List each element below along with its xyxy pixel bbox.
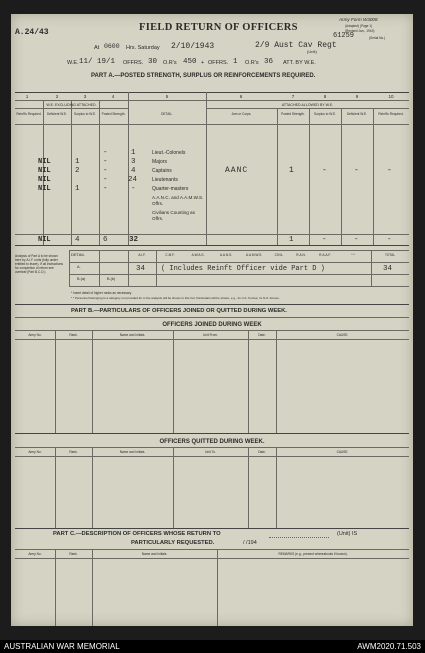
rule: [269, 537, 329, 538]
total-att-value: 1: [289, 236, 294, 244]
rule: [15, 330, 409, 331]
part-c-col: Rank.: [69, 552, 78, 556]
plus-sign: +: [201, 60, 205, 66]
col-number: 10: [388, 94, 394, 99]
rule: [15, 433, 409, 434]
total-att-value: -: [387, 236, 392, 244]
analysis-col: A.A.M.W.S.: [245, 253, 263, 257]
deficient-value: 1: [75, 158, 80, 166]
quitted-col: Army No.: [28, 450, 42, 454]
total-value: 4: [75, 236, 80, 244]
rule: [15, 100, 409, 101]
form-title: FIELD RETURN OF OFFICERS: [139, 22, 298, 33]
surplus-value: -: [103, 185, 108, 193]
form-revised: (Revised Jan., 1943): [345, 29, 375, 33]
col-number: 3: [83, 94, 87, 99]
surplus-value: -: [103, 167, 108, 175]
form-adapted: (Adapted) (Page 1): [345, 24, 373, 28]
rule: [206, 108, 409, 109]
reinf-value: NIL: [38, 185, 51, 193]
deficient-value: 2: [75, 167, 80, 175]
att-deficient-value: -: [354, 166, 359, 175]
quitted-col: Date.: [258, 450, 266, 454]
left-head: Surplus to W.E.: [74, 112, 96, 116]
ors-label: O.R's: [163, 60, 177, 66]
rule: [309, 108, 310, 245]
offrs-label: OFFRS.: [123, 60, 144, 66]
col-number: 4: [111, 94, 115, 99]
rule: [248, 447, 249, 528]
rule: [371, 250, 372, 286]
total-att-value: -: [322, 236, 327, 244]
offrs-value: 30: [148, 58, 158, 66]
quitted-col: CAUSE.: [336, 450, 349, 454]
ors2-label: O.R's: [245, 60, 259, 66]
deficient-value: 1: [75, 185, 80, 193]
rule: [15, 304, 409, 305]
rule: [15, 92, 409, 93]
rank-label: Lieutenants: [152, 177, 178, 183]
rule: [15, 234, 409, 235]
analysis-col: A.W.A.S.: [191, 253, 205, 257]
att-label: ATT. BY W.E.: [283, 60, 316, 66]
analysis-col: A.I.F.: [138, 253, 146, 257]
part-a-title: PART A.—POSTED STRENGTH, SURPLUS OR REINFORCEMENTS REQUIRED.: [91, 73, 316, 79]
col-number: 5: [165, 94, 169, 99]
ors2-value: 36: [264, 58, 274, 66]
joined-title: OFFICERS JOINED DURING WEEK: [162, 322, 262, 328]
rule: [173, 330, 174, 433]
rule: [99, 250, 100, 286]
joined-col: Name and Initials.: [119, 333, 146, 337]
rank-label: Lieut.-Colonels: [152, 150, 186, 156]
part-c-requested: PARTICULARLY REQUESTED.: [131, 540, 215, 546]
archive-footer: [0, 640, 425, 653]
we-value: 11/ 19/1: [79, 58, 116, 66]
analysis-col: R.A.N.: [296, 253, 306, 257]
analysis-note: Analysis of Part A to be shown here by A.I.F. units (fully under entitled to leave). If all instructions for completion of return see overleaf (Part B.C.D.): [15, 254, 64, 274]
rule: [69, 274, 409, 275]
serial-number: 61259: [333, 32, 355, 40]
rule: [55, 549, 56, 626]
rule: [15, 447, 409, 448]
rule: [373, 108, 374, 245]
rule: [71, 100, 72, 245]
right-head: Deficient W.E.: [346, 112, 368, 116]
analysis-col: CIVIL.: [274, 253, 284, 257]
offrs2-value: 1: [233, 58, 238, 66]
joined-col: CAUSE.: [336, 333, 349, 337]
part-b-title: PART B.—PARTICULARS OF OFFICERS JOINED OR QUITTED DURING WEEK.: [71, 308, 287, 314]
part-c-col: Army No.: [28, 552, 42, 556]
part-c-col: REMARKS (e.g., present whereabouts if known).: [278, 552, 348, 556]
surplus-value: -: [103, 158, 108, 166]
right-head: Arm or Corps.: [231, 112, 252, 116]
joined-col: Rank.: [69, 333, 78, 337]
part-c-date: / /194: [243, 540, 257, 546]
total-att-value: -: [354, 236, 359, 244]
aif-value: 34: [136, 265, 146, 273]
rule: [276, 330, 277, 433]
left-head: Deficient W.E.: [46, 112, 68, 116]
rule: [248, 330, 249, 433]
rule: [55, 447, 56, 528]
posted-value: 24: [128, 176, 138, 184]
analysis-row: B.(a): [77, 277, 86, 281]
report-time: 0600: [104, 43, 120, 50]
rule: [69, 262, 409, 263]
total-value: 32: [129, 236, 139, 244]
rank-label: Captains: [152, 168, 172, 174]
rule: [341, 108, 342, 245]
rule: [69, 250, 409, 251]
form-reference: A.24/43: [15, 28, 49, 37]
unit-label: (Unit): [307, 49, 317, 54]
joined-col: Date.: [258, 333, 266, 337]
right-head: Posted Strength.: [281, 112, 305, 116]
joined-col: Army No.: [28, 333, 42, 337]
total-value: 34: [383, 265, 393, 273]
total-value: NIL: [38, 236, 51, 244]
left-head: Posted Strength.: [101, 112, 126, 116]
rule: [156, 250, 157, 286]
part-c-title: PART C.—DESCRIPTION OF OFFICERS WHOSE RETURN TO: [53, 531, 221, 537]
quitted-col: Rank.: [69, 450, 78, 454]
archive-reference: AWM2020.71.503: [357, 642, 421, 651]
offrs2-label: OFFRS.: [208, 60, 229, 66]
col-number: 2: [55, 94, 59, 99]
unit-name: 2/9 Aust Cav Regt: [255, 41, 337, 50]
reinf-value: NIL: [38, 176, 51, 184]
rule: [276, 447, 277, 528]
analysis-footnote: * Insert detail of higher ranks as necessary.: [71, 291, 132, 295]
rule: [15, 245, 409, 246]
group-left-header: W.E. EXCLUDING ATTACHED.: [46, 103, 97, 107]
total-value: 6: [103, 236, 108, 244]
rule: [92, 549, 93, 626]
col-number: 9: [355, 94, 359, 99]
posted-value: 4: [131, 167, 136, 175]
right-head: Reinf'ts Required.: [378, 112, 404, 116]
rule: [92, 330, 93, 433]
rule: [69, 250, 70, 286]
analysis-col: * *: [351, 253, 355, 257]
joined-col: Unit From.: [203, 333, 218, 337]
hrs-day-label: Hrs. Saturday: [126, 45, 160, 51]
quitted-col: Name and Initials.: [119, 450, 146, 454]
rule: [277, 108, 278, 245]
quitted-col: Unit To.: [205, 450, 216, 454]
att-posted-value: 1: [289, 166, 294, 175]
left-head: Reinf'ts Required.: [16, 112, 42, 116]
rule: [15, 124, 409, 125]
posted-value: 1: [131, 149, 136, 157]
surplus-value: -: [103, 176, 108, 184]
att-surplus-value: -: [322, 166, 327, 175]
quitted-title: OFFICERS QUITTED DURING WEEK.: [159, 439, 265, 445]
analysis-row: B.(b): [107, 277, 116, 281]
rule: [92, 447, 93, 528]
analysis-col: C.M.F.: [165, 253, 175, 257]
part-c-col: Name and Initials.: [141, 552, 168, 556]
ors-value: 450: [183, 58, 197, 66]
rule: [217, 549, 218, 626]
reinf-value: NIL: [38, 167, 51, 175]
analysis-row: A.: [77, 265, 81, 269]
arm-corps-value: AANC: [225, 166, 249, 175]
rank-label: Quarter-masters: [152, 186, 189, 192]
archive-name: AUSTRALIAN WAR MEMORIAL: [4, 642, 120, 651]
analysis-col: A.A.N.S.: [219, 253, 233, 257]
form-sheet: [11, 14, 413, 626]
col-number: 7: [291, 94, 295, 99]
analysis-remark: ( Includes Reinft Officer vide Part D ): [161, 265, 325, 273]
rule: [173, 447, 174, 528]
rule: [15, 339, 409, 340]
rule: [15, 558, 409, 559]
rule: [15, 528, 409, 529]
surplus-value: -: [103, 149, 108, 157]
analysis-detail-label: DETAIL: [71, 252, 85, 257]
form-number: Army Form W3008: [339, 17, 378, 22]
att-reinf-value: -: [387, 166, 392, 175]
report-date: 2/10/1943: [171, 42, 215, 51]
rule: [69, 286, 409, 287]
col-number: 6: [239, 94, 243, 99]
rule: [55, 330, 56, 433]
rule: [15, 549, 409, 550]
detail-head: DETAIL.: [161, 112, 173, 116]
analysis-footnote: * * Personnel belonging to a category not provided for in the analysis will be shown in this Col. Particulars will be shown, e.g., 2x U.K. Forces; 1x N.Z. Forces.: [71, 296, 280, 300]
col-number: 8: [323, 94, 327, 99]
analysis-col: TOTAL: [385, 253, 395, 257]
reinf-value: NIL: [38, 158, 51, 166]
rank-label: Civilians Counting as Offrs.: [152, 210, 195, 221]
group-right-header: ATTACHED ALLOWED BY W.E.: [281, 103, 334, 107]
unit-is-label: (Unit) IS: [337, 531, 358, 537]
analysis-col: R.A.A.F.: [319, 253, 331, 257]
rank-label: Majors: [152, 159, 168, 165]
at-label: At: [94, 45, 100, 51]
rule: [99, 100, 100, 245]
posted-value: 3: [131, 158, 136, 166]
we-label: W.E.: [67, 60, 79, 66]
right-head: Surplus to W.E.: [314, 112, 336, 116]
posted-value: -: [131, 185, 136, 193]
rank-label: A.A.N.C. and A.A.M.W.S. Offrs.: [152, 195, 204, 206]
col-number: 1: [25, 94, 29, 99]
serial-label: (Serial No.): [369, 36, 386, 40]
rule: [15, 317, 409, 318]
rule: [15, 456, 409, 457]
